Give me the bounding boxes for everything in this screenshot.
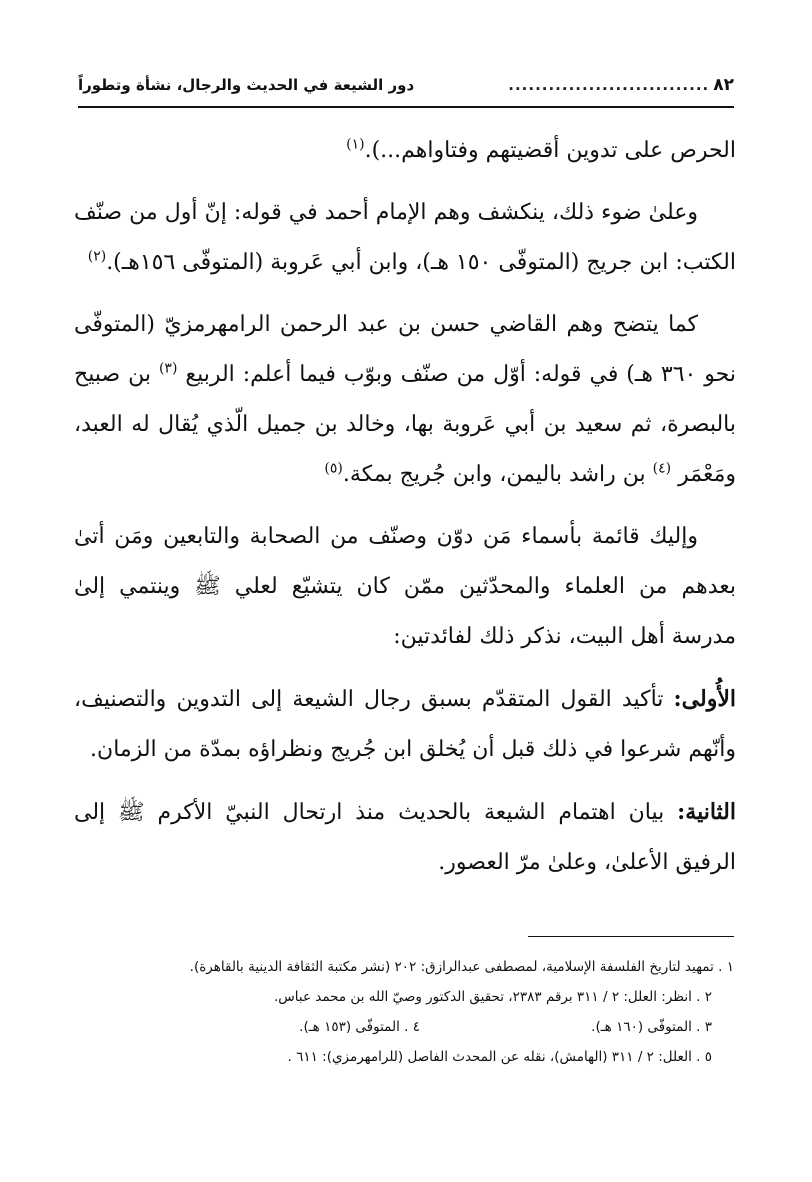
footnote-5: ٥ . العلل: ٢ / ٣١١ (الهامش)، نقله عن المحدث الفاصل (للرامهرمزي): ٦١١ . — [287, 1049, 712, 1065]
footnote-2: ٢ . انظر: العلل: ٢ / ٣١١ برقم ٢٣٨٣، تحقيق الدكتور وصيّ الله بن محمد عباس. — [273, 989, 712, 1005]
running-header — [78, 70, 734, 100]
paragraph-3-text-b: بن صبيح بالبصرة، ثم سعيد بن أبي عَروبة بها، وخالد بن جميل الّذي يُقال له العبد، ومَعْمَر — [74, 362, 737, 487]
running-title: دور الشيعة في الحديث والرجال، نشأة وتطوراً — [78, 76, 415, 94]
paragraph-3 — [74, 300, 736, 500]
footnote-ref-3: (٣) — [158, 360, 178, 377]
footnote-3: ٣ . المتوفّى (١٦٠ هـ). — [591, 1019, 712, 1035]
header-leader-dots: .............................. — [508, 76, 710, 94]
main-text — [74, 126, 736, 900]
paragraph-1 — [74, 126, 736, 176]
paragraph-5 — [74, 674, 736, 775]
footnote-ref-4: (٤) — [652, 460, 672, 477]
footnote-ref-1: (١) — [346, 136, 365, 153]
page-number: ٨٢ — [713, 75, 734, 95]
paragraph-3-text-c: بن راشد باليمن، وابن جُريج بمكة. — [342, 462, 646, 487]
footnote-ref-2: (٢) — [87, 248, 107, 265]
paragraph-3-text-a: كما يتضح وهم القاضي حسن بن عبد الرحمن الرامهرمزيّ (المتوفّى نحو ٣٦٠ هـ) في قوله: أوّل من صنّف وبوّب فيما أعلم: الربيع — [74, 312, 736, 387]
paragraph-2 — [74, 188, 736, 288]
paragraph-4: وإليك قائمة بأسماء مَن دوّن وصنّف من الصحابة والتابعين ومَن أتىٰ بعدهم من العلماء والمحدّثين ممّن كان يتشيّع لعلي ﷺ وينتمي إلىٰ مدرسة أهل البيت، نذكر ذلك لفائدتين: — [74, 524, 736, 649]
footnote-row-3-4 — [78, 1012, 734, 1042]
footnote-rule — [528, 936, 734, 937]
footnote-4: ٤ . المتوفّى (١٥٣ هـ). — [299, 1019, 420, 1035]
footnote-1: ١ . تمهيد لتاريخ الفلسفة الإسلامية، لمصطفى عبدالرازق: ٢٠٢ (نشر مكتبة الثقافة الدينية بالقاهرة). — [189, 959, 734, 975]
paragraph-2-text: وعلىٰ ضوء ذلك، ينكشف وهم الإمام أحمد في قوله: إنّ أول من صنّف الكتب: ابن جريج (المتوفّى ١٥٠ هـ)، وابن أبي عَروبة (المتوفّى ١٥٦هـ). — [74, 200, 736, 275]
paragraph-6-label: الثانية: — [677, 799, 736, 825]
paragraph-6 — [74, 787, 736, 888]
paragraph-5-text: تأكيد القول المتقدّم بسبق رجال الشيعة إلى التدوين والتصنيف، وأنّهم شرعوا في ذلك قبل أن يُخلق ابن جُريج ونظراؤه بمدّة من الزمان. — [74, 687, 736, 762]
footnote-ref-5: (٥) — [324, 460, 343, 477]
paragraph-1-text: الحرص على تدوين أقضيتهم وفتاواهم...). — [364, 138, 736, 163]
paragraph-5-label: الأُولى: — [673, 686, 736, 712]
footnotes — [78, 952, 734, 1072]
header-rule — [78, 106, 734, 108]
paragraph-6-text: بيان اهتمام الشيعة بالحديث منذ ارتحال النبيّ الأكرم ﷺ إلى الرفيق الأعلىٰ، وعلىٰ مرّ العصور. — [74, 800, 736, 875]
